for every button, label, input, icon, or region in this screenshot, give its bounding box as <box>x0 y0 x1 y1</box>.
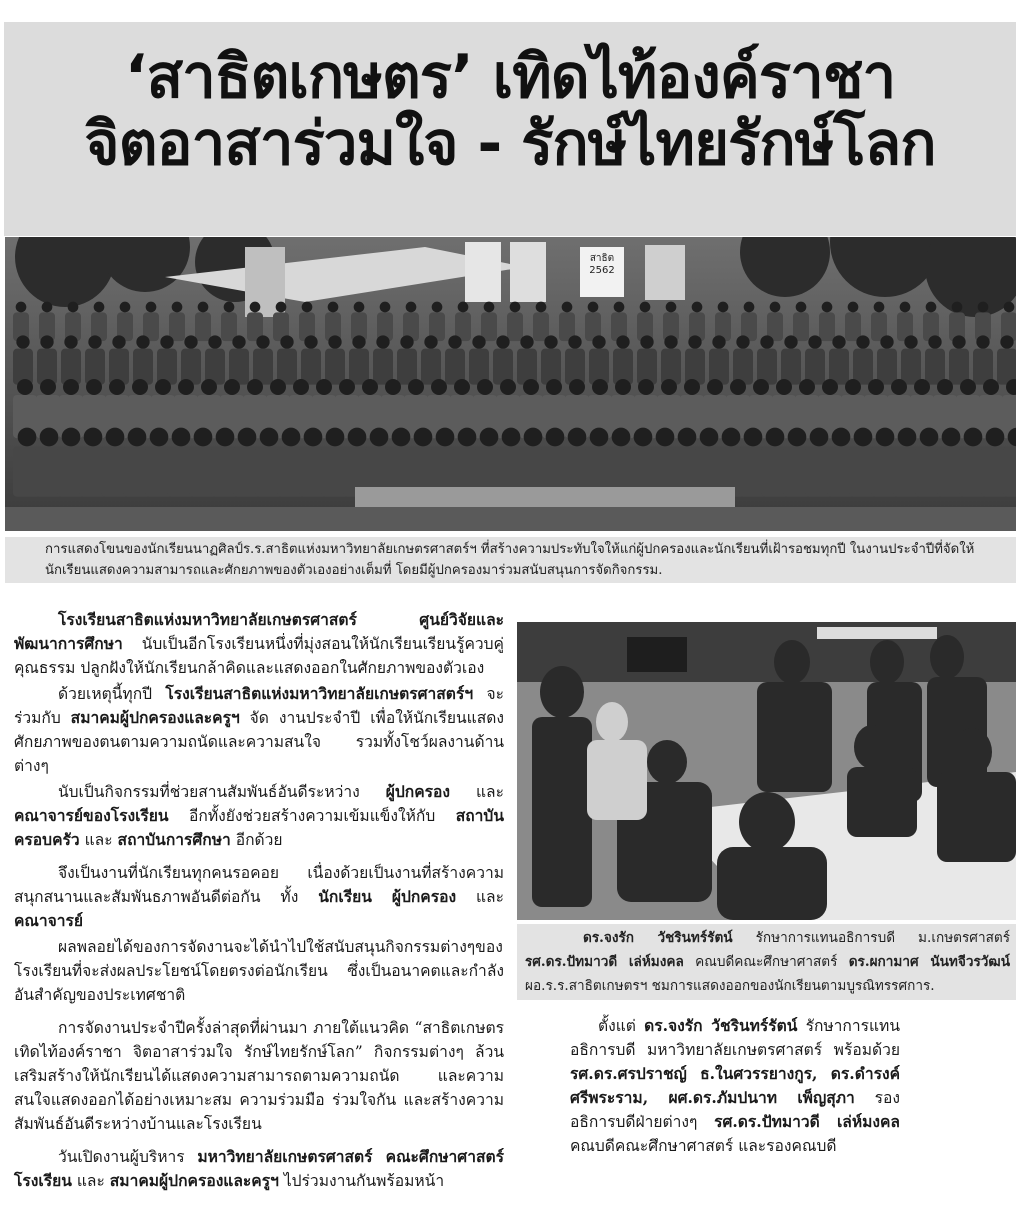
bold-text: รศ.ดร.ศรปราชญ์ ธ.ในศวรรยางกูร, ดร.ดำรงค์ ศรีพระราม, ผศ.ดร.ภัมปนาท เพ็ญสุภา <box>570 1064 900 1107</box>
text: และ <box>71 1172 110 1190</box>
bold-text: โรงเรียนสาธิตแห่งมหาวิทยาลัยเกษตรศาสตร์ ศูนย์วิจัยและพัฒนาการศึกษา <box>14 610 504 653</box>
paragraph-4 <box>14 861 504 933</box>
text: และ <box>450 783 504 801</box>
text: คณบดีคณะศึกษาศาสตร์ <box>683 954 849 970</box>
bold-text: รศ.ดร.ปัทมาวดี เล่ห์มงคล <box>525 954 684 970</box>
text: อีกด้วย <box>230 831 283 849</box>
headline-line-1: ‘สาธิตเกษตร’ เทิดไท้องค์ราชา <box>124 42 896 112</box>
text: ผอ.ร.ร.สาธิตเกษตรฯ ชมการแสดงออกของนักเรียนตามบูรณิทรรศการ. <box>525 978 935 994</box>
side-photo-image <box>517 622 1016 920</box>
paragraph-2 <box>14 682 504 778</box>
text <box>372 888 392 906</box>
text: วันเปิดงานผู้บริหาร <box>58 1148 198 1166</box>
text: ไปร่วมงานกันพร้อมหน้า <box>278 1172 445 1190</box>
text: และ <box>79 831 118 849</box>
headline-line-2: จิตอาสาร่วมใจ - รักษ์ไทยรักษ์โลก <box>84 109 936 180</box>
bold-text: สถาบันครอบครัว <box>14 806 504 849</box>
bold-text: สถาบันการศึกษา <box>117 830 231 849</box>
headline <box>4 22 1016 178</box>
main-photo <box>5 237 1016 531</box>
text: ตั้งแต่ <box>598 1017 645 1035</box>
side-photo <box>517 622 1016 920</box>
text: รองอธิการบดีฝ่ายต่างๆ <box>570 1089 901 1131</box>
main-photo-caption: การแสดงโขนของนักเรียนนาฏศิลป์ร.ร.สาธิตแห่งมหาวิทยาลัยเกษตรศาสตร์ฯ ที่สร้างความประทับใจให้แก่ผู้ปกครองและนักเรียนที่เฝ้ารอชมทุกปี ในงานประจำปีที่จัดให้นักเรียนแสดงความสามารถและศักยภาพของตัวเองอย่างเต็มที่ โดยมีผู้ปกครองมาร่วมสนับสนุนการจัดกิจกรรม. <box>5 537 1016 583</box>
paragraph-6: การจัดงานประจำปีครั้งล่าสุดที่ผ่านมา ภายใต้แนวคิด “สาธิตเกษตรเทิดไท้องค์ราชา จิตอาสาร่วมใจ รักษ์ไทยรักษ์โลก” กิจกรรมต่างๆ ล้วนเสริมสร้างให้นักเรียนได้แสดงความสามารถตามความถนัด และความสนใจแสดงออกได้อย่างเหมาะสม ความร่วมมือ ร่วมใจกัน และสร้างความสัมพันธ์อันดีระหว่างบ้านและโรงเรียน <box>14 1019 504 1133</box>
text: จัด งานประจำปี เพื่อให้นักเรียนแสดงศักยภาพของตนตามความถนัดและความสนใจ รวมทั้งโชว์ผลงานด้านต่างๆ <box>14 709 504 775</box>
headline-box <box>4 22 1016 236</box>
bold-text: มหาวิทยาลัยเกษตรศาสตร์ คณะศึกษาศาสตร์ โรงเรียน <box>14 1147 504 1190</box>
sign-text-1: สาธิต <box>589 253 615 264</box>
bold-text: สมาคมผู้ปกครองและครูฯ <box>70 708 240 727</box>
bold-text: โรงเรียนสาธิตแห่งมหาวิทยาลัยเกษตรศาสตร์ฯ <box>165 684 474 703</box>
text: นับเป็นกิจกรรมที่ช่วยสานสัมพันธ์อันดีระหว่าง <box>58 783 386 801</box>
article-right-column <box>570 1014 900 1158</box>
caption-line <box>525 926 1010 998</box>
bold-text: รศ.ดร.ปัทมาวดี เล่ห์มงคล <box>714 1112 900 1131</box>
text: นับเป็นอีกโรงเรียนหนึ่งที่มุ่งสอนให้นักเรียนเรียนรู้ควบคู่คุณธรรม ปลูกฝังให้นักเรียนกล้าคิดและแสดงออกในศักยภาพของตัวเอง <box>14 635 504 677</box>
bold-text: ดร.ผกามาศ นันทจีวรวัฒน์ <box>848 954 1010 970</box>
text: รักษาการแทนอธิการบดี ม.เกษตรศาสตร์ <box>732 930 1010 946</box>
text: และ <box>456 888 504 906</box>
side-photo-caption <box>517 924 1016 1000</box>
sign-text-2: 2562 <box>589 265 615 276</box>
text: รักษาการแทนอธิการบดี มหาวิทยาลัยเกษตรศาสตร์ พร้อมด้วย <box>570 1017 900 1059</box>
bold-text: สมาคมผู้ปกครองและครูฯ <box>109 1171 279 1190</box>
article-left-column <box>14 608 504 1202</box>
bold-text: ผู้ปกครอง <box>391 887 457 906</box>
bold-text: ดร.จงรัก วัชรินทร์รัตน์ <box>644 1016 798 1035</box>
paragraph-right <box>570 1014 900 1158</box>
paragraph-5: ผลพลอยได้ของการจัดงานจะได้นำไปใช้สนับสนุนกิจกรรมต่างๆของโรงเรียนที่จะส่งผลประโยชน์โดยตรงต่อนักเรียน ซึ่งเป็นอนาคตและกำลังอันสำคัญของประเทศชาติ <box>14 938 504 1004</box>
bold-text: ดร.จงรัก วัชรินทร์รัตน์ <box>583 930 733 946</box>
bold-text: คณาจารย์ <box>14 911 84 930</box>
text: คณบดีคณะศึกษาศาสตร์ และรองคณบดี <box>570 1137 837 1155</box>
bold-text: นักเรียน <box>318 887 372 906</box>
bold-text: คณาจารย์ของโรงเรียน <box>14 806 169 825</box>
text: อีกทั้งยังช่วยสร้างความเข้มแข็งให้กับ <box>168 807 456 825</box>
text: จึงเป็นงานที่นักเรียนทุกคนรอคอย เนื่องด้วยเป็นงานที่สร้างความสนุกสนานและสัมพันธภาพอันดีต่อกัน ทั้ง <box>14 864 504 906</box>
text: ด้วยเหตุนี้ทุกปี <box>58 685 166 703</box>
main-photo-image <box>5 237 1016 531</box>
bold-text: ผู้ปกครอง <box>385 782 451 801</box>
paragraph-1 <box>14 608 504 680</box>
text: จะร่วมกับ <box>14 685 504 727</box>
paragraph-7 <box>14 1145 504 1193</box>
paragraph-3 <box>14 780 504 852</box>
